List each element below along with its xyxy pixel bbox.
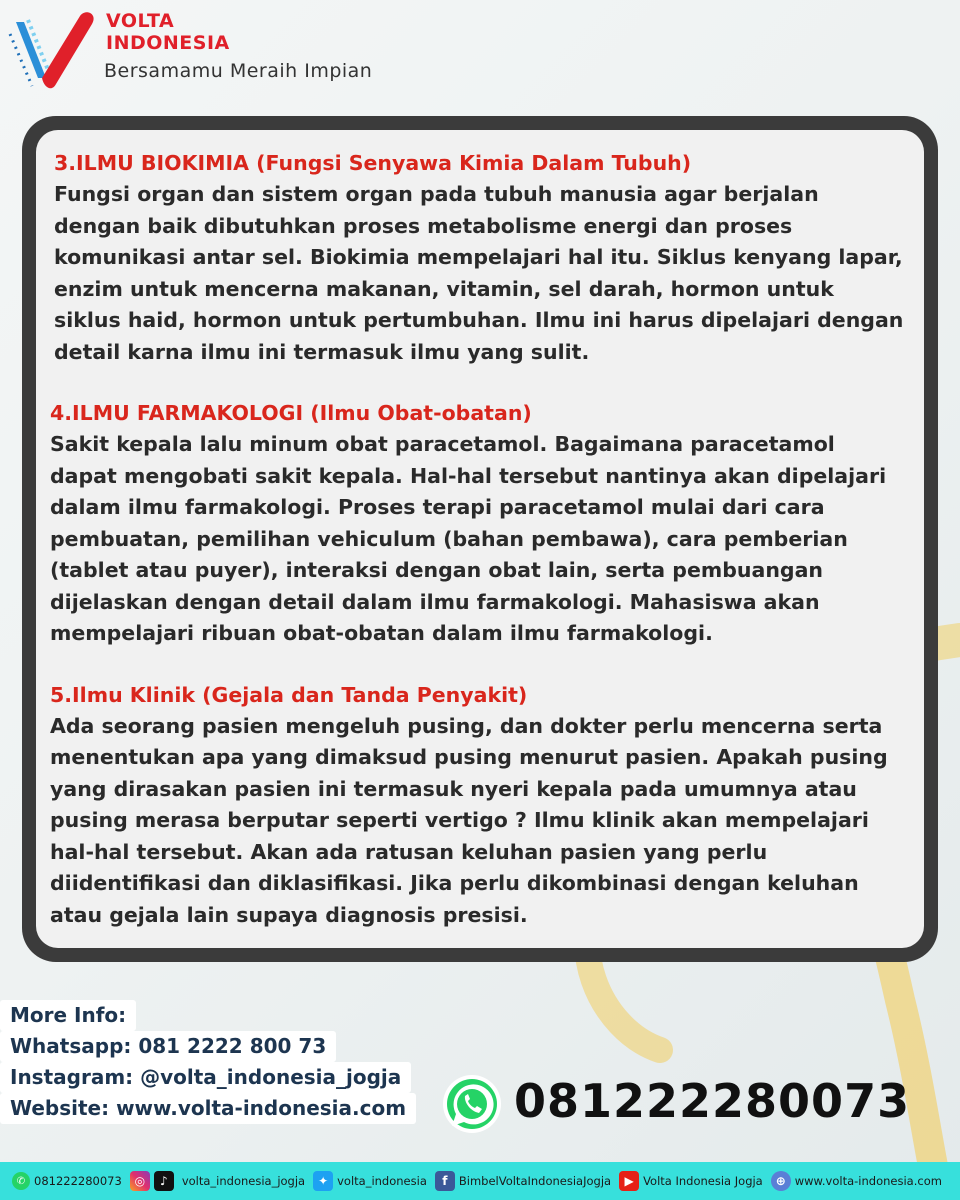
- instagram-icon: ◎: [130, 1171, 150, 1191]
- section-body: Fungsi organ dan sistem organ pada tubuh manusia agar berjalan dengan baik dibutuhkan proses metabolisme energi dan proses komunikasi antar sel. Biokimia mempelajari hal itu. Siklus kenyang lapar, enzim untuk mencerna makanan, vitamin, sel darah, hormon untuk siklus haid, hormon untuk pertumbuhan. Ilmu ini harus dipelajari dengan detail karna ilmu ini termasuk ilmu yang sulit.: [54, 182, 904, 364]
- whatsapp-icon[interactable]: [442, 1074, 502, 1134]
- footer-whatsapp-text: 081222280073: [34, 1174, 122, 1188]
- big-phone-number[interactable]: 081222280073: [514, 1074, 911, 1128]
- section-title: 5.Ilmu Klinik (Gejala dan Tanda Penyakit): [50, 682, 528, 707]
- footer-bar: [0, 1162, 960, 1200]
- youtube-icon: ▶: [619, 1171, 639, 1191]
- section-klinik: [50, 680, 906, 932]
- brand-name-line2: INDONESIA: [106, 32, 230, 54]
- footer-twitter[interactable]: [313, 1171, 427, 1191]
- footer-whatsapp[interactable]: [12, 1172, 122, 1190]
- footer-website-text: www.volta-indonesia.com: [794, 1174, 942, 1188]
- footer-youtube[interactable]: [619, 1171, 763, 1191]
- section-biokimia: [50, 148, 906, 368]
- section-title: 4.ILMU FARMAKOLOGI (Ilmu Obat-obatan): [50, 401, 532, 425]
- content-card: [22, 116, 938, 962]
- footer-instagram-tiktok[interactable]: [130, 1171, 305, 1191]
- volta-logo-icon: [8, 8, 98, 92]
- brand-name: [106, 10, 230, 54]
- globe-icon: ⊕: [771, 1171, 791, 1191]
- more-info-instagram[interactable]: Instagram: @volta_indonesia_jogja: [0, 1062, 411, 1093]
- more-info-whatsapp[interactable]: Whatsapp: 081 2222 800 73: [0, 1031, 336, 1062]
- twitter-icon: ✦: [313, 1171, 333, 1191]
- content-card-inner: [36, 130, 924, 948]
- brand-name-line1: VOLTA: [106, 10, 175, 32]
- more-info-heading: More Info:: [0, 1000, 136, 1031]
- footer-youtube-text: Volta Indonesia Jogja: [643, 1174, 763, 1188]
- footer-facebook-text: BimbelVoltaIndonesiaJogja: [458, 1174, 612, 1188]
- brand-tagline: Bersamamu Meraih Impian: [104, 60, 373, 82]
- footer-facebook[interactable]: [435, 1171, 611, 1191]
- footer-website[interactable]: [771, 1171, 942, 1191]
- footer-twitter-text: volta_indonesia: [337, 1174, 427, 1188]
- whatsapp-icon: ✆: [12, 1172, 30, 1190]
- section-title: 3.ILMU BIOKIMIA (Fungsi Senyawa Kimia Dalam Tubuh): [54, 151, 692, 175]
- section-body: Ada seorang pasien mengeluh pusing, dan dokter perlu mencerna serta menentukan apa yang dimaksud pusing menurut pasien. Apakah pusing yang dirasakan pasien ini termasuk nyeri kepala pada umumnya atau pusing merasa berputar seperti vertigo ? Ilmu klinik akan mempelajari hal-hal tersebut. Akan ada ratusan keluhan pasien yang perlu diidentifikasi dan diklasifikasi. Jika perlu dikombinasi dengan keluhan atau gejala lain supaya diagnosis presisi.: [50, 713, 888, 927]
- section-farmakologi: [50, 398, 906, 650]
- footer-instagram-text: volta_indonesia_jogja: [181, 1174, 306, 1188]
- facebook-icon: f: [435, 1171, 455, 1191]
- more-info: [0, 1000, 416, 1124]
- section-body: Sakit kepala lalu minum obat paracetamol. Bagaimana paracetamol dapat mengobati sakit kepala. Hal-hal tersebut nantinya akan dipelajari dalam ilmu farmakologi. Proses terapi paracetamol mulai dari cara pembuatan, pemilihan vehiculum (bahan pembawa), cara pemberian (tablet atau puyer), interaksi dengan obat lain, serta pembuangan dijelaskan dengan detail dalam ilmu farmakologi. Mahasiswa akan mempelajari ribuan obat-obatan dalam ilmu farmakologi.: [50, 432, 887, 645]
- tiktok-icon: ♪: [154, 1171, 174, 1191]
- more-info-website[interactable]: Website: www.volta-indonesia.com: [0, 1093, 416, 1124]
